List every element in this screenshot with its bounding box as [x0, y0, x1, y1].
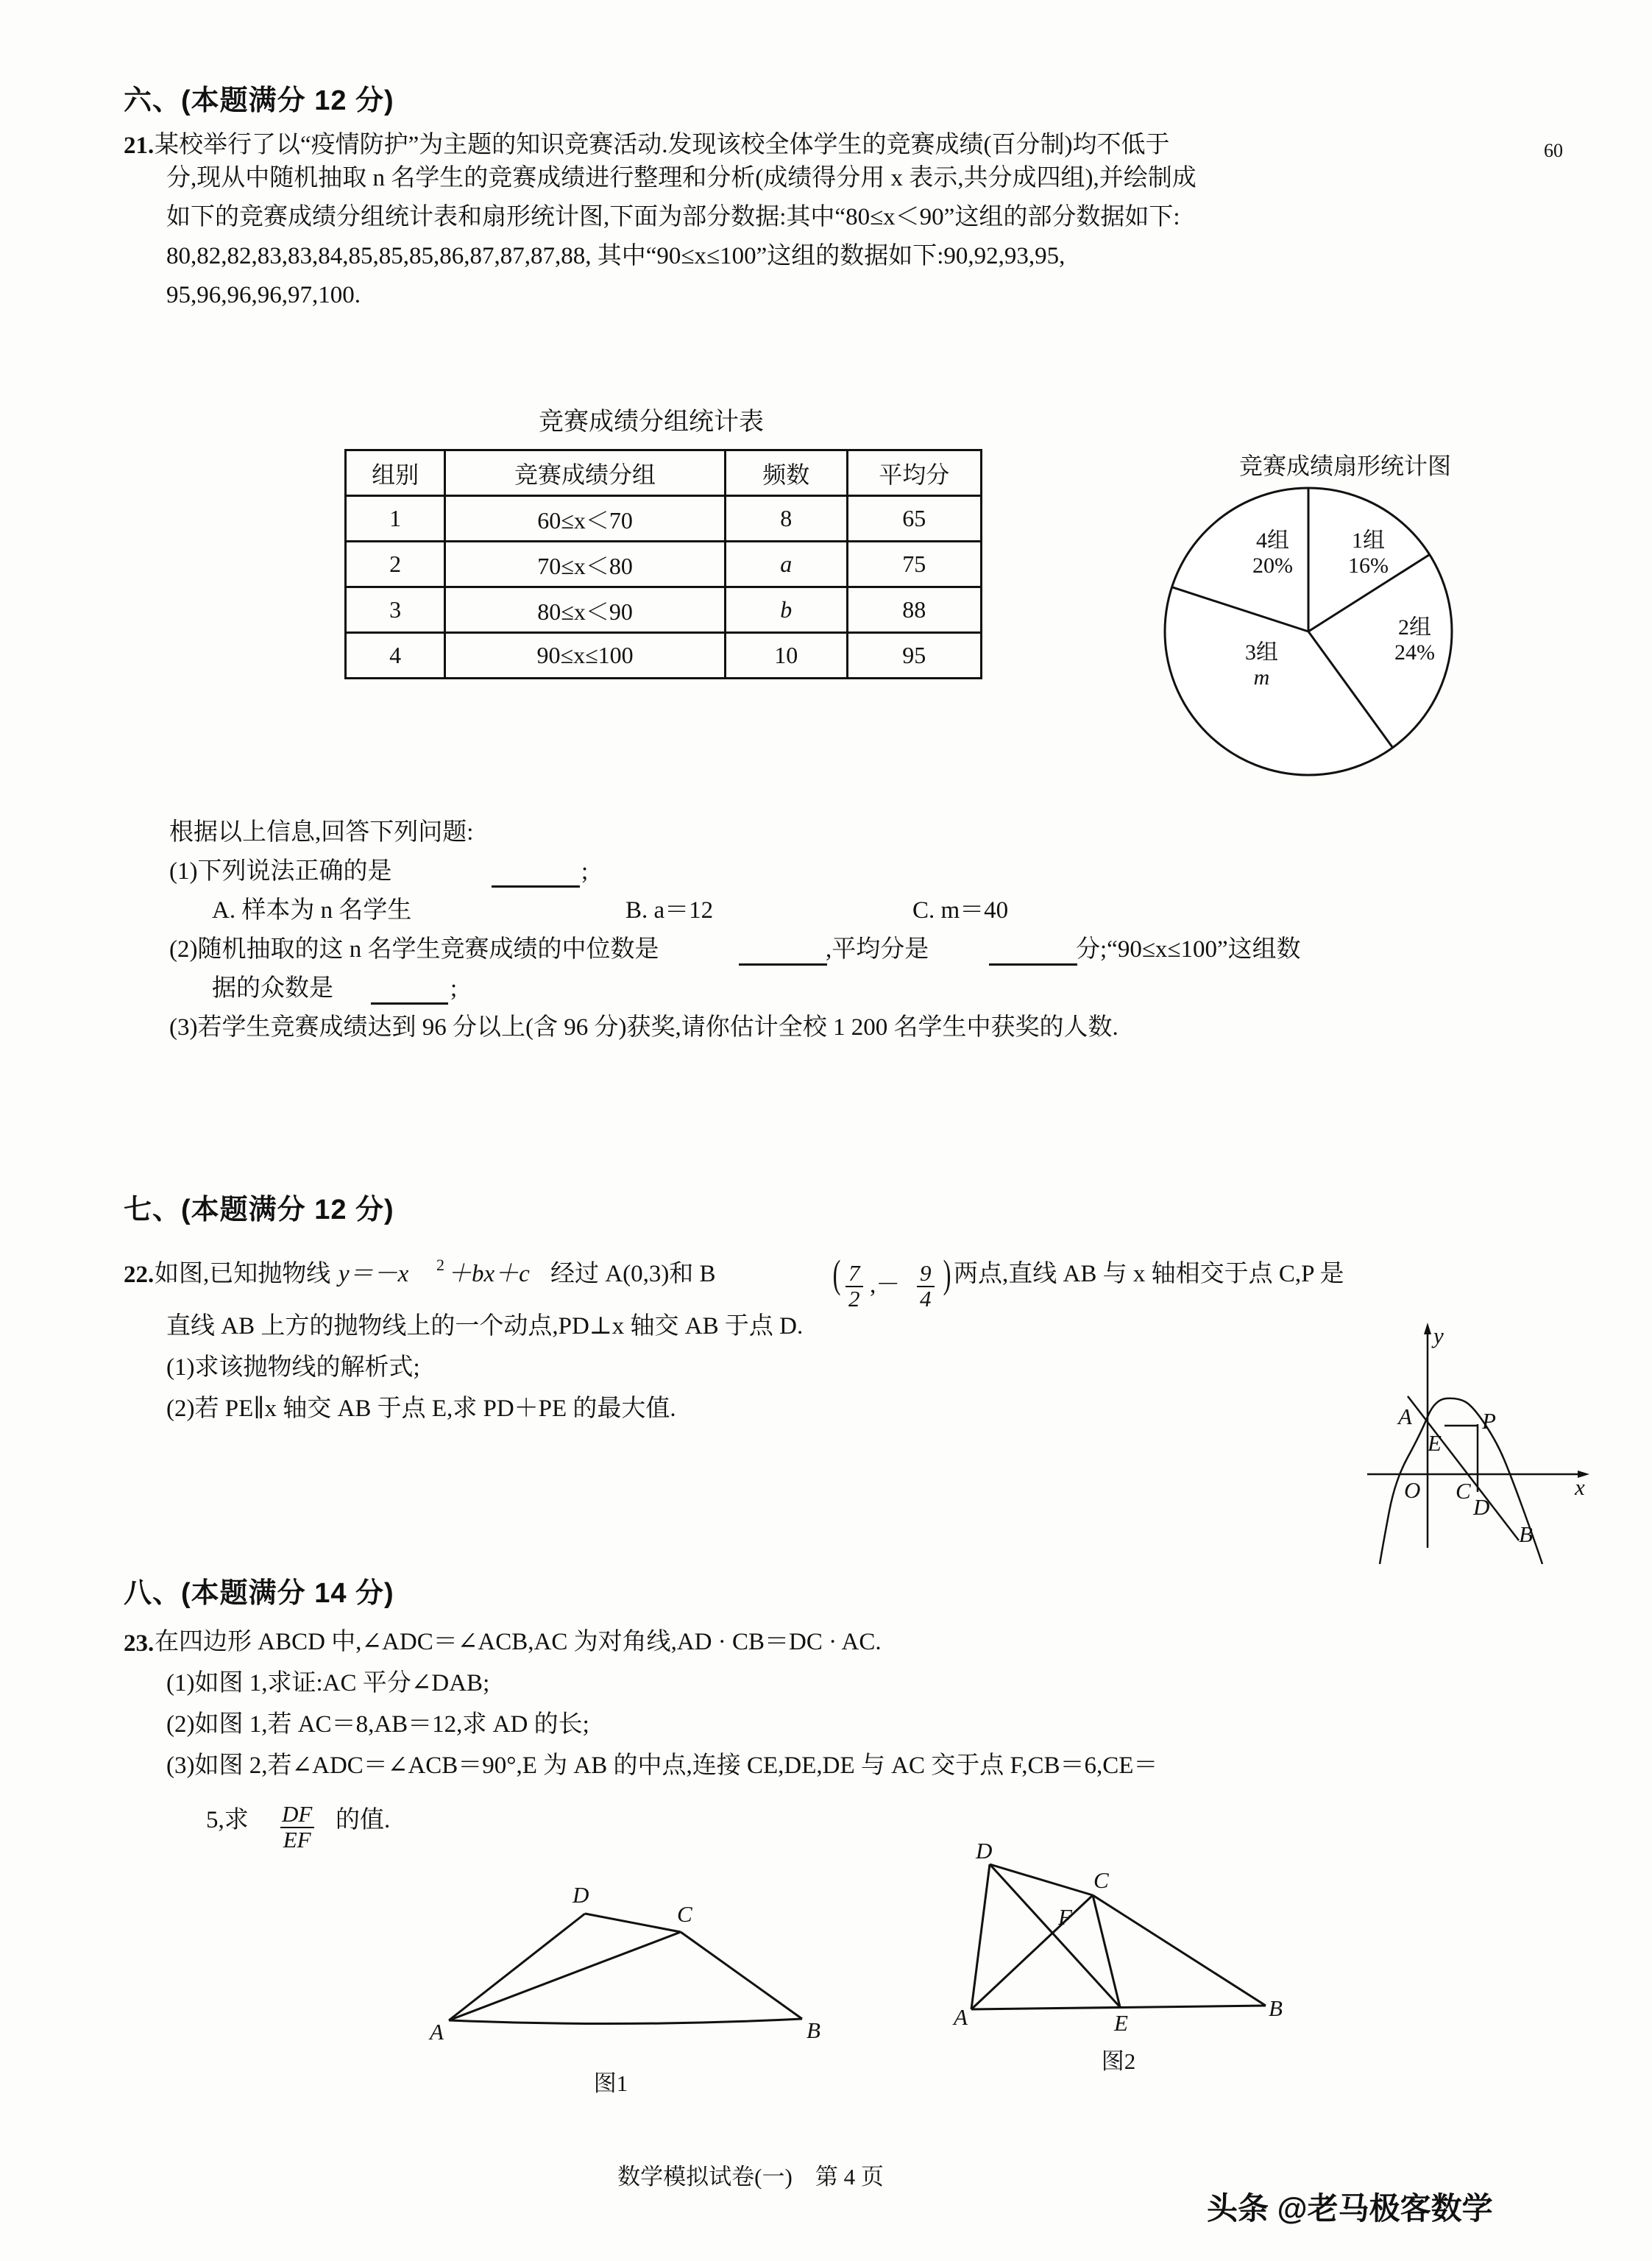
question-23-sub1: (1)如图 1,求证:AC 平分∠DAB;: [166, 1670, 490, 1696]
axis-label-x: x: [1575, 1474, 1585, 1500]
section-heading-seven: 七、(本题满分 12 分): [124, 1195, 394, 1225]
pie-label-group-3-value: m: [1253, 665, 1270, 690]
answer-blank-median[interactable]: [739, 963, 827, 966]
question-21-line-3: 如下的竞赛成绩分组统计表和扇形统计图,下面为部分数据:其中“80≤x＜90”这组的部分数据如下:: [166, 204, 1180, 230]
section-heading-eight: 八、(本题满分 14 分): [124, 1578, 394, 1609]
fraction-9-4: $\frac{9}{4}$: [917, 1262, 935, 1311]
point-label-E: E: [1428, 1430, 1442, 1456]
table-header-group: 组别: [346, 450, 445, 496]
pie-label-group-1-name: 1组: [1352, 528, 1385, 553]
table-header-freq: 频数: [725, 450, 847, 496]
pie-label-group-4: [1252, 528, 1293, 578]
question-22-line2: 直线 AB 上方的抛物线上的一个动点,PD⊥x 轴交 AB 于点 D.: [166, 1313, 804, 1340]
cell-range: 60≤x＜70: [445, 496, 726, 542]
fraction-separator: ,－: [870, 1272, 901, 1298]
section-heading-six: 六、(本题满分 12 分): [124, 85, 394, 116]
point-label-B: B: [1519, 1521, 1533, 1547]
cell-group: 4: [346, 633, 445, 679]
point-label-A: A: [1398, 1404, 1412, 1429]
point-label-C: C: [1456, 1478, 1471, 1504]
cell-avg: 88: [847, 587, 981, 633]
table-row: [346, 633, 982, 679]
pie-label-group-2-value: 24%: [1394, 640, 1435, 665]
figure-1-label-B: B: [806, 2017, 820, 2043]
question-21-line-1: 某校举行了以“疫情防护”为主题的知识竞赛活动.发现该校全体学生的竞赛成绩(百分制)均不低于: [155, 132, 1170, 158]
table-header-avg: 平均分: [847, 450, 981, 496]
question-23-sub2: (2)如图 1,若 AC＝8,AB＝12,求 AD 的长;: [166, 1711, 589, 1738]
cell-range: 70≤x＜80: [445, 542, 726, 587]
question-21-line-1-tail: 60: [1544, 140, 1563, 161]
option-a[interactable]: A. 样本为 n 名学生: [212, 897, 412, 924]
question-23-sub3-c: 的值.: [336, 1807, 391, 1833]
answer-blank-sub1[interactable]: [492, 885, 580, 888]
pie-label-group-3: [1245, 640, 1278, 690]
question-21-sub1-tail: ;: [581, 858, 589, 885]
question-22-equation: y＝－x: [338, 1261, 409, 1287]
option-c[interactable]: C. m＝40: [912, 897, 1009, 924]
axis-label-y: y: [1433, 1323, 1444, 1348]
cell-range: 80≤x＜90: [445, 587, 726, 633]
pie-chart-block: [1133, 447, 1545, 793]
question-23-line1: 在四边形 ABCD 中,∠ADC＝∠ACB,AC 为对角线,AD · CB＝DC · AC.: [155, 1629, 882, 1655]
answer-blank-mode[interactable]: [371, 1002, 448, 1005]
figure-1-caption: 图1: [593, 2070, 628, 2096]
question-23-sub3-b: 5,求: [206, 1807, 249, 1833]
question-21-sub2-tail: ;: [450, 975, 458, 1002]
page-footer: 数学模拟试卷(一) 第 4 页: [617, 2164, 884, 2190]
point-label-P: P: [1482, 1408, 1496, 1434]
figure-2-label-E: E: [1114, 2010, 1128, 2036]
table-header-range: 竞赛成绩分组: [445, 450, 726, 496]
figure-2-block: [954, 1838, 1339, 2116]
question-21-sub1-label: (1)下列说法正确的是: [169, 858, 392, 885]
figure-2-label-A: A: [954, 2004, 968, 2030]
graph-22-block: [1339, 1321, 1604, 1564]
table-row: [346, 587, 982, 633]
question-21-number: 21.: [124, 132, 155, 159]
cell-avg: 65: [847, 496, 981, 542]
figure-2-label-D: D: [976, 1838, 993, 1864]
question-21-subparts: [169, 821, 1567, 1055]
question-21: [124, 132, 1581, 322]
cell-avg: 95: [847, 633, 981, 679]
answer-blank-mean[interactable]: [989, 963, 1077, 966]
watermark: 头条 @老马极客数学: [1207, 2191, 1493, 2226]
pie-label-group-4-value: 20%: [1252, 553, 1293, 578]
question-21-line-5: 95,96,96,96,97,100.: [166, 282, 361, 308]
pie-label-group-1-value: 16%: [1348, 553, 1389, 578]
question-22-equation-2: ＋bx＋c: [447, 1261, 530, 1287]
question-21-sub2-part4: 据的众数是: [212, 975, 333, 1002]
cell-freq: b: [725, 587, 847, 633]
question-22-line1-b: 经过 A(0,3)和 B: [550, 1261, 716, 1287]
question-21-sub2-part3: 分;“90≤x≤100”这组数: [1076, 936, 1301, 963]
figure-1-label-D: D: [572, 1882, 589, 1908]
point-label-D: D: [1473, 1494, 1490, 1520]
left-paren: (: [832, 1252, 841, 1296]
question-22-sub2: (2)若 PE∥x 轴交 AB 于点 E,求 PD＋PE 的最大值.: [166, 1395, 676, 1422]
question-21-line-4: 80,82,82,83,83,84,85,85,85,86,87,87,87,88, 其中“90≤x≤100”这组的数据如下:90,92,93,95,: [166, 243, 1066, 269]
figure-2-label-F: F: [1058, 1904, 1072, 1930]
question-22-line1-a: 如图,已知抛物线: [155, 1261, 331, 1287]
pie-chart-title: 竞赛成绩扇形统计图: [1238, 453, 1451, 479]
pie-label-group-1: [1348, 528, 1389, 578]
question-21-sub3: (3)若学生竞赛成绩达到 96 分以上(含 96 分)获奖,请你估计全校 1 200 名学生中获奖的人数.: [169, 1014, 1119, 1041]
figure-2-label-B: B: [1269, 1995, 1283, 2021]
cell-freq: 8: [725, 496, 847, 542]
question-23-sub3-a: (3)如图 2,若∠ADC＝∠ACB＝90°,E 为 AB 的中点,连接 CE,DE,DE 与 AC 交于点 F,CB＝6,CE＝: [166, 1752, 1158, 1779]
question-22-line1-c: 两点,直线 AB 与 x 轴相交于点 C,P 是: [954, 1261, 1344, 1287]
fraction-7-2: $\frac{7}{2}$: [846, 1262, 863, 1311]
cell-freq: 10: [725, 633, 847, 679]
figure-2-svg: [957, 1858, 1310, 2064]
figure-2-caption: 图2: [1101, 2048, 1136, 2074]
fraction-DF-EF: $\frac{DF}{EF}$: [279, 1802, 315, 1852]
cell-group: 3: [346, 587, 445, 633]
parabola-graph-svg: [1339, 1321, 1604, 1564]
question-23-number: 23.: [124, 1630, 155, 1657]
question-21-sub2-part1: (2)随机抽取的这 n 名学生竞赛成绩的中位数是: [169, 936, 659, 963]
cell-freq: a: [725, 542, 847, 587]
figure-1-label-C: C: [677, 1901, 692, 1927]
stat-table: [344, 449, 982, 679]
pie-label-group-2: [1394, 615, 1435, 665]
cell-group: 2: [346, 542, 445, 587]
figure-1-label-A: A: [430, 2019, 444, 2045]
cell-group: 1: [346, 496, 445, 542]
question-22-sub1: (1)求该抛物线的解析式;: [166, 1354, 420, 1381]
cell-range: 90≤x≤100: [445, 633, 726, 679]
pie-label-group-3-name: 3组: [1245, 640, 1278, 665]
pie-label-group-4-name: 4组: [1256, 528, 1289, 553]
question-21-sub2-part2: ,平均分是: [826, 936, 929, 963]
stat-table-title: 竞赛成绩分组统计表: [539, 408, 764, 436]
question-22-number: 22.: [124, 1262, 155, 1288]
question-23: [124, 1630, 1595, 1861]
figure-1-block: [430, 1880, 846, 2123]
question-22-exponent: 2: [436, 1256, 444, 1274]
question-21-prompt: 根据以上信息,回答下列问题:: [169, 819, 474, 846]
point-label-O: O: [1404, 1477, 1421, 1503]
table-header-row: [346, 450, 982, 496]
right-paren: ): [943, 1252, 951, 1296]
question-21-line-2: 分,现从中随机抽取 n 名学生的竞赛成绩进行整理和分析(成绩得分用 x 表示,共分成四组),并绘制成: [166, 165, 1197, 191]
pie-label-group-2-name: 2组: [1398, 615, 1431, 640]
figure-2-label-C: C: [1093, 1867, 1109, 1893]
cell-avg: 75: [847, 542, 981, 587]
option-b[interactable]: B. a＝12: [625, 897, 714, 924]
table-row: [346, 496, 982, 542]
pie-chart-svg: [1154, 484, 1522, 779]
stat-table-block: [335, 401, 982, 679]
table-row: [346, 542, 982, 587]
figure-1-svg: [434, 1880, 832, 2072]
